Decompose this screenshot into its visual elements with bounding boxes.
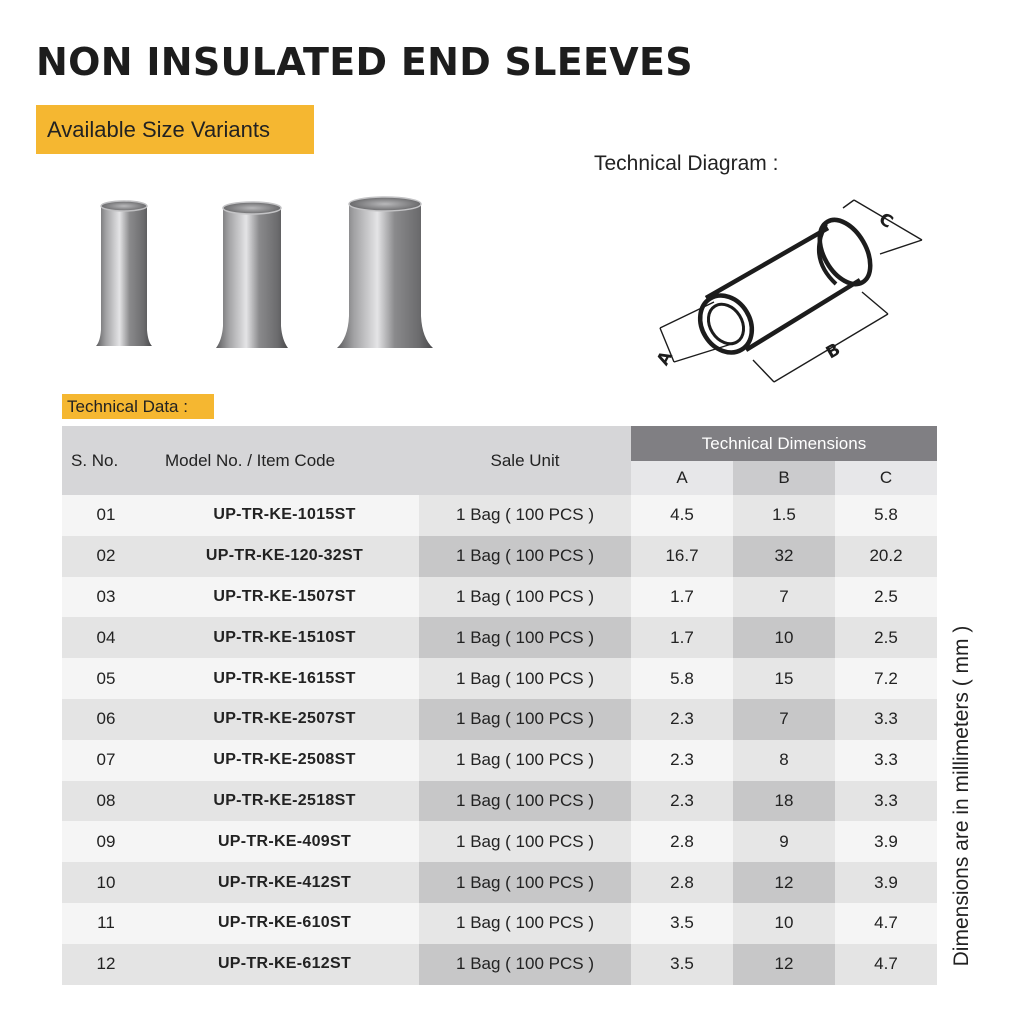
row-dim-c: 3.3	[835, 699, 937, 740]
large-sleeve-icon	[337, 197, 433, 348]
row-dim-b: 32	[733, 536, 835, 577]
col-header-c[interactable]: C	[835, 461, 937, 495]
row-model: UP-TR-KE-1615ST	[150, 658, 419, 699]
row-dim-a: 2.8	[631, 821, 733, 862]
technical-diagram-label: Technical Diagram :	[594, 152, 779, 175]
table-row[interactable]	[62, 577, 937, 618]
row-dim-a: 2.3	[631, 740, 733, 781]
row-model: UP-TR-KE-1015ST	[150, 495, 419, 536]
technical-data-table	[62, 426, 937, 985]
row-model: UP-TR-KE-612ST	[150, 944, 419, 985]
technical-data-tag: Technical Data :	[62, 394, 214, 419]
dimension-b-label: B	[822, 339, 845, 364]
row-dim-b: 12	[733, 944, 835, 985]
row-dim-c: 20.2	[835, 536, 937, 577]
table-row[interactable]	[62, 699, 937, 740]
table-row[interactable]	[62, 658, 937, 699]
row-sno: 05	[62, 658, 150, 699]
row-sno: 10	[62, 862, 150, 903]
col-header-model[interactable]: Model No. / Item Code	[150, 426, 419, 495]
row-model: UP-TR-KE-1510ST	[150, 617, 419, 658]
row-sno: 01	[62, 495, 150, 536]
size-variants-tag: Available Size Variants	[36, 105, 314, 154]
technical-diagram	[630, 190, 930, 390]
row-sno: 02	[62, 536, 150, 577]
row-model: UP-TR-KE-412ST	[150, 862, 419, 903]
row-dim-b: 18	[733, 781, 835, 822]
row-dim-a: 2.3	[631, 699, 733, 740]
col-header-b[interactable]: B	[733, 461, 835, 495]
page-title: NON INSULATED END SLEEVES	[36, 40, 693, 84]
sleeve-variants-image	[80, 180, 440, 360]
row-dim-b: 15	[733, 658, 835, 699]
row-model: UP-TR-KE-2507ST	[150, 699, 419, 740]
table-row[interactable]	[62, 495, 937, 536]
row-dim-a: 3.5	[631, 944, 733, 985]
row-dim-a: 2.3	[631, 781, 733, 822]
row-sale-unit: 1 Bag ( 100 PCS )	[419, 617, 631, 658]
row-dim-c: 5.8	[835, 495, 937, 536]
row-sale-unit: 1 Bag ( 100 PCS )	[419, 944, 631, 985]
dimensions-unit-note: Dimensions are in millimeters ( mm )	[950, 625, 973, 967]
row-dim-b: 1.5	[733, 495, 835, 536]
row-dim-a: 2.8	[631, 862, 733, 903]
row-dim-b: 12	[733, 862, 835, 903]
row-sno: 07	[62, 740, 150, 781]
row-model: UP-TR-KE-120-32ST	[150, 536, 419, 577]
row-dim-c: 4.7	[835, 903, 937, 944]
table-row[interactable]	[62, 740, 937, 781]
row-dim-b: 9	[733, 821, 835, 862]
table-row[interactable]	[62, 903, 937, 944]
row-dim-b: 10	[733, 903, 835, 944]
row-sno: 08	[62, 781, 150, 822]
row-dim-c: 3.9	[835, 821, 937, 862]
row-sale-unit: 1 Bag ( 100 PCS )	[419, 699, 631, 740]
row-sno: 06	[62, 699, 150, 740]
row-dim-b: 10	[733, 617, 835, 658]
table-row[interactable]	[62, 944, 937, 985]
row-dim-a: 1.7	[631, 617, 733, 658]
row-dim-c: 7.2	[835, 658, 937, 699]
row-sno: 03	[62, 577, 150, 618]
row-model: UP-TR-KE-610ST	[150, 903, 419, 944]
row-sno: 11	[62, 903, 150, 944]
row-sale-unit: 1 Bag ( 100 PCS )	[419, 781, 631, 822]
small-sleeve-icon	[96, 201, 152, 346]
row-dim-c: 3.3	[835, 740, 937, 781]
row-sale-unit: 1 Bag ( 100 PCS )	[419, 821, 631, 862]
row-dim-b: 8	[733, 740, 835, 781]
row-dim-b: 7	[733, 699, 835, 740]
row-model: UP-TR-KE-409ST	[150, 821, 419, 862]
row-sno: 12	[62, 944, 150, 985]
row-sale-unit: 1 Bag ( 100 PCS )	[419, 495, 631, 536]
col-header-sno[interactable]: S. No.	[62, 426, 150, 495]
row-sale-unit: 1 Bag ( 100 PCS )	[419, 862, 631, 903]
row-sno: 04	[62, 617, 150, 658]
row-sale-unit: 1 Bag ( 100 PCS )	[419, 577, 631, 618]
row-dim-a: 4.5	[631, 495, 733, 536]
table-row[interactable]	[62, 862, 937, 903]
table-row[interactable]	[62, 781, 937, 822]
dimension-c-label: C	[875, 209, 897, 233]
col-header-a[interactable]: A	[631, 461, 733, 495]
table-row[interactable]	[62, 536, 937, 577]
row-sale-unit: 1 Bag ( 100 PCS )	[419, 658, 631, 699]
row-dim-c: 4.7	[835, 944, 937, 985]
row-dim-c: 3.9	[835, 862, 937, 903]
row-sno: 09	[62, 821, 150, 862]
row-model: UP-TR-KE-2518ST	[150, 781, 419, 822]
table-row[interactable]	[62, 821, 937, 862]
row-dim-c: 2.5	[835, 577, 937, 618]
row-dim-a: 5.8	[631, 658, 733, 699]
row-dim-b: 7	[733, 577, 835, 618]
row-dim-a: 3.5	[631, 903, 733, 944]
col-header-sale-unit[interactable]: Sale Unit	[419, 426, 631, 495]
row-sale-unit: 1 Bag ( 100 PCS )	[419, 903, 631, 944]
row-model: UP-TR-KE-1507ST	[150, 577, 419, 618]
row-sale-unit: 1 Bag ( 100 PCS )	[419, 740, 631, 781]
col-header-technical-dimensions[interactable]: Technical Dimensions	[631, 426, 937, 461]
table-row[interactable]	[62, 617, 937, 658]
row-dim-a: 16.7	[631, 536, 733, 577]
row-dim-a: 1.7	[631, 577, 733, 618]
row-dim-c: 3.3	[835, 781, 937, 822]
dimension-a-label: A	[653, 347, 677, 369]
medium-sleeve-icon	[216, 202, 288, 348]
row-dim-c: 2.5	[835, 617, 937, 658]
row-model: UP-TR-KE-2508ST	[150, 740, 419, 781]
row-sale-unit: 1 Bag ( 100 PCS )	[419, 536, 631, 577]
